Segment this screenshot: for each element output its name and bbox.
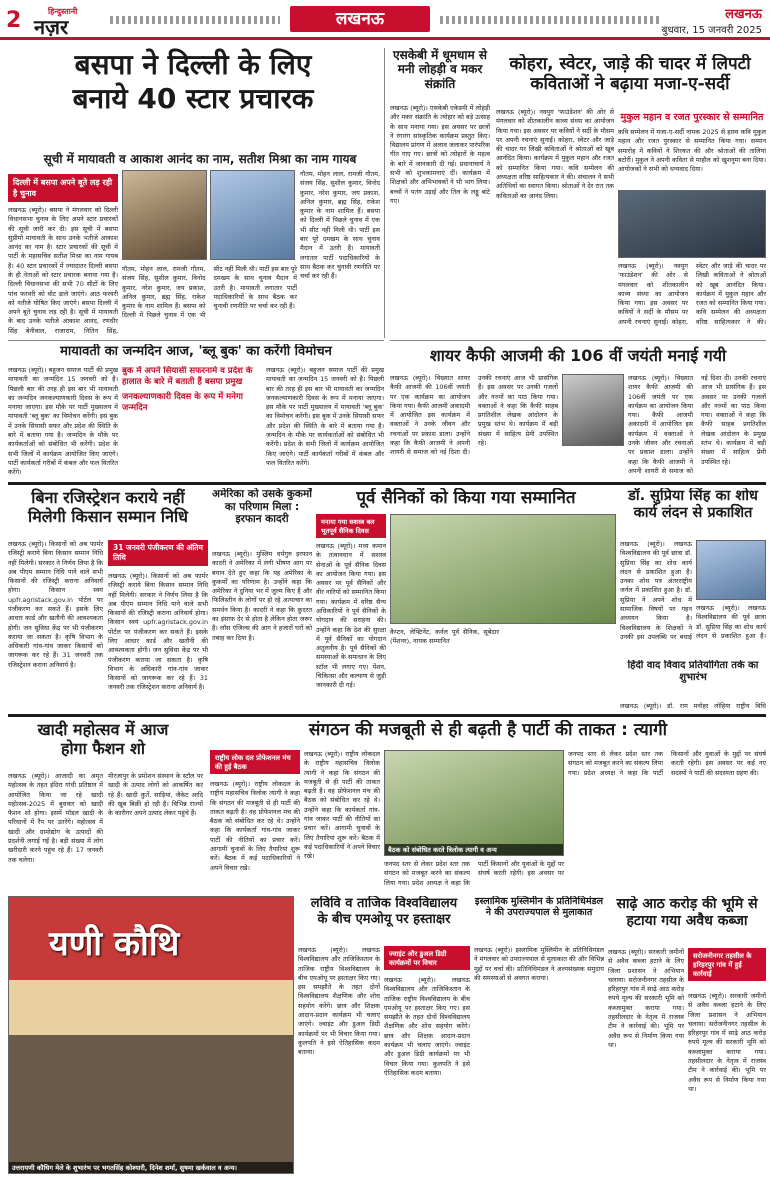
kohra-headline-1: कोहरा, स्वेटर, जाड़े की चादर में लिपटी	[509, 54, 751, 74]
lu-headline-1: लविवि व ताजिक विश्वविद्यालय	[310, 896, 458, 911]
supriya-body: लखनऊ (ब्यूरो)। लखनऊ विश्वविद्यालय की पूर्व छात्रा डॉ. सुप्रिया सिंह का शोध कार्य लंदन से प्रकाशित हुआ है। उनका शोध पत्र अंतरराष्ट्रीय जर्नल में प्रकाशित हुआ है। डॉ. सुप्रिया ने अपने शोध में सामाजिक विषयों पर गहन अध्ययन किया है। विश्वविद्यालय के शिक्षकों ने उनकी इस उपलब्धि पर बधाई	[620, 540, 692, 640]
kohra-right-body-2: लखनऊ (ब्यूरो)। नवयुग 'फाउंडेशन' की ओर से मंगलवार को शीतकालीन काव्य संध्या का आयोजन किया गया। इस अवसर पर कवियों ने सर्दी के मौसम पर अपनी रचनाएं सुनाईं। कोहरा, स्वेटर और जाड़े की चादर पर लिखी कविताओं ने श्रोताओं को खूब आनंदित किया। कार्यक्रम में मुकुल महान और रजत को सम्मानित किया गया। कवि सम्मेलन की अध्यक्षता वरिष्ठ साहित्यकार ने की।	[618, 262, 766, 326]
city-label: लखनऊ	[725, 7, 762, 22]
sangathan-body-3: जनपद स्तर से लेकर प्रदेश स्तर तक संगठन को मजबूत करने का संकल्प लिया गया। प्रदेश अध्यक्ष ने कहा कि पार्टी किसानों और युवाओं के मुद्दों पर संघर्ष करती रहेगी। इस अवसर पर	[384, 860, 564, 887]
sainik-box-text: मनाया गया सशस्त्र बल भूतपूर्व सैनिक दिवस	[316, 514, 386, 538]
hindi-body: लखनऊ (ब्यूरो)। डॉ. राम मनोहर लोहिया राष्ट्रीय विधि	[620, 702, 766, 710]
header-dots-right	[440, 16, 660, 24]
kaifi-body-2: लखनऊ (ब्यूरो)। विख्यात शायर कैफी आजमी की 106वीं जयंती पर एक कार्यक्रम का आयोजन किया गया। कैफी आजमी अकादमी में आयोजित इस कार्यक्रम में वक्ताओं ने उनके जीवन और रचनाओं पर प्रकाश डाला। उन्होंने कहा कि कैफी आजमी ने अपनी शायरी से समाज को नई दिशा दी। उनकी रचनाएं आज भी प्रासंगिक हैं। इस अवसर पर उनकी गजलों और नज्मों का पाठ किया गया। वक्ताओं ने कहा कि कैफी साहब प्रगतिशील लेखक आंदोलन के प्रमुख स्तंभ थे। कार्यक्रम में बड़ी संख्या में साहित्य प्रेमी उपस्थित रहे।	[628, 374, 766, 475]
sangathan-box	[210, 750, 300, 778]
khadi-headline-1: खादी महोत्सव में आज	[37, 720, 169, 739]
mayawati-pull-box	[122, 366, 262, 476]
sangathan-headline: संगठन की मजबूती से ही बढ़ती है पार्टी की ताकत : त्यागी	[308, 720, 668, 740]
islamic-body: लखनऊ (ब्यूरो)। इस्लामिक मुस्लिमीन के प्रतिनिधिमंडल ने मंगलवार को उपराज्यपाल से मुलाकात की और विभिन्न मुद्दों पर चर्चा की। प्रतिनिधिमंडल ने अल्पसंख्यक समुदाय की समस्याओं से अवगत कराया।	[474, 946, 604, 982]
registration-body-2: लखनऊ (ब्यूरो)। किसानों को अब फार्मर रजिस्ट्री कराये बिना किसान सम्मान निधि नहीं मिलेगी। सरकार ने निर्णय लिया है कि अब पीएम सम्मान निधि पाने वाले सभी किसानों की रजिस्ट्री कराना अनिवार्य होगा। किसान स्वयं upfr.agristack.gov.in पोर्टल पर पंजीकरण कर सकते हैं। इसके लिए आधार कार्ड और खतौनी की आवश्यकता होगी। जन सुविधा केंद्र पर भी पंजीकरण कराया जा सकता है। कृषि विभाग के अधिकारी गांव-गांव जाकर किसानों को जागरूक कर रहे हैं। 31 जनवरी तक रजिस्ट्रेशन कराना अनिवार्य है।	[108, 572, 208, 692]
kohra-event-photo	[618, 190, 766, 258]
lu-body-2: लखनऊ (ब्यूरो)। लखनऊ विश्वविद्यालय और ताजिकिस्तान के ताजिक राष्ट्रीय विश्वविद्यालय के बीच एमओयू पर हस्ताक्षर किए गए। इस समझौते के तहत दोनों विश्वविद्यालय शैक्षणिक और शोध सहयोग करेंगे। छात्र और शिक्षक आदान-प्रदान कार्यक्रम भी चलाए जाएंगे। ज्वाइंट और डुअल डिग्री कार्यक्रमों पर भी विचार किया गया। कुलपति ने इसे ऐतिहासिक कदम बताया।	[384, 976, 470, 1077]
page-header	[0, 0, 770, 40]
masthead-small: हिन्दुस्तानी	[48, 6, 78, 16]
issue-date: बुधवार, 15 जनवरी 2025	[661, 25, 762, 36]
kohra-headline-2: कविताओं ने बढ़ाया मजा-ए-सर्दी	[530, 74, 730, 95]
islamic-headline-block	[474, 896, 604, 942]
registration-headline-1: बिना रजिस्ट्रेशन कराये नहीं	[31, 488, 185, 507]
akash-anand-photo	[210, 170, 295, 260]
mayawati-body: लखनऊ (ब्यूरो)। बहुजन समाज पार्टी की प्रमुख मायावती का जन्मदिन 15 जनवरी को है। पिछली बार की तरह ही इस बार भी मायावती का जन्मदिन जनकल्याणकारी दिवस के रूप में मनाया जाएगा। इस मौके पर पार्टी मुख्यालय में मायावती 'ब्लू बुक' का विमोचन करेंगी। इस बुक में उनके सियासी सफर और प्रदेश की स्थिति के बारे में बताया गया है। जन्मदिन के मौके पर कार्यकर्ताओं को संबोधित भी करेंगी। प्रदेश के सभी जिलों में कार्यक्रम आयोजित किए जाएंगे। पार्टी कार्यकर्ता गरीबों में कंबल और फल वितरित करेंगे।	[8, 366, 118, 476]
bhoomi-box	[688, 948, 766, 988]
registration-box	[108, 540, 208, 568]
skb-body: लखनऊ (ब्यूरो)। एसकेबी एकेडमी में लोहड़ी और मकर संक्रांति के त्योहार को बड़े उत्साह के साथ मनाया गया। इस अवसर पर छात्रों ने रंगारंग सांस्कृतिक कार्यक्रम प्रस्तुत किए। विद्यालय प्रांगण में अलाव जलाकर पारंपरिक गीत गाए गए। छात्रों को त्योहारों के महत्व के बारे में जानकारी दी गई। प्रधानाचार्य ने सभी को शुभकामनाएं दीं। कार्यक्रम में शिक्षकों और अभिभावकों ने भी भाग लिया। बच्चों ने पतंग उड़ाई और तिल के लड्डू बांटे गए।	[390, 104, 490, 205]
skb-headline: एसकेबी में धूमधाम से मनी लोहड़ी व मकर संक्रांति	[393, 48, 487, 91]
bsp-side-column: गौतम, मोहन लाल, रामजी गौतम, संजय सिंह, सुशील कुमार, विनोद कुमार, नरेश कुमार, जय प्रकाश, अनिल कुमार, ब्रह्म सिंह, राकेश कुमार के नाम शामिल हैं। बसपा को दिल्ली में पिछले चुनाव में एक भी सीट नहीं मिली थी। पार्टी इस बार पूरे दमखम के साथ चुनाव मैदान में उतरी है। मायावती लगातार पार्टी पदाधिकारियों के साथ बैठक कर चुनावी रणनीति पर चर्चा कर रही हैं।	[300, 170, 380, 281]
supriya-headline-block	[620, 488, 766, 536]
page-number: 2	[6, 8, 22, 33]
bsp-kicker-box	[8, 174, 118, 204]
islamic-headline: इस्लामिक मुस्लिमीन के प्रतिनिधिमंडल ने की उपराज्यपाल से मुलाकात	[474, 896, 604, 919]
kohra-right-body: कवि सम्मेलन में मजा-ए-सर्दी नामक 2025 से हास्य कवि मुकुल महान और रजत पुरस्कार से सम्मानित किया गया। सम्मान समारोह में कवियों ने शिरकत की और श्रोताओं की तालियां बटोरीं। मुकुल ने अपनी कविता से माहौल को खुशनुमा बना दिया। आयोजकों ने सभी को धन्यवाद दिया।	[618, 128, 766, 174]
bhoomi-headline-1: साढ़े आठ करोड़ की भूमि से	[616, 896, 758, 912]
bhoomi-headline-block	[608, 896, 766, 944]
bhoomi-body-2: लखनऊ (ब्यूरो)। सरकारी जमीनों से अवैध कब्जा हटाने के लिए जिला प्रशासन ने अभियान चलाया। सरोजनीनगर तहसील के हरिहरपुर गांव में साढ़े आठ करोड़ रुपये मूल्य की सरकारी भूमि को कब्जामुक्त कराया गया। तहसीलदार के नेतृत्व में राजस्व टीम ने कार्रवाई की। भूमि पर अवैध रूप से निर्माण किया गया था।	[688, 992, 766, 1093]
supriya-photo	[696, 540, 766, 600]
supriya-headline-2: कार्य लंदन से प्रकाशित	[633, 505, 753, 522]
sangathan-photo-caption: बैठक को संबोधित करते त्रिलोक त्यागी व अन्य	[385, 844, 563, 855]
bhoomi-headline-2: हटाया गया अवैध कब्जा	[626, 912, 748, 929]
hindi-headline: हिंदी वाद विवाद प्रतियोगिता तर्क का शुभारंभ	[627, 660, 759, 683]
khadi-headline-block	[8, 720, 198, 768]
bhoomi-body: लखनऊ (ब्यूरो)। सरकारी जमीनों से अवैध कब्जा हटाने के लिए जिला प्रशासन ने अभियान चलाया। सरोजनीनगर तहसील के हरिहरपुर गांव में साढ़े आठ करोड़ रुपये मूल्य की सरकारी भूमि को कब्जामुक्त कराया गया। तहसीलदार के नेतृत्व में राजस्व टीम ने कार्रवाई की। भूमि पर अवैध रूप से निर्माण किया गया था।	[608, 948, 684, 1049]
masthead	[34, 6, 77, 40]
lu-body: लखनऊ (ब्यूरो)। लखनऊ विश्वविद्यालय और ताजिकिस्तान के ताजिक राष्ट्रीय विश्वविद्यालय के बीच एमओयू पर हस्ताक्षर किए गए। इस समझौते के तहत दोनों विश्वविद्यालय शैक्षणिक और शोध सहयोग करेंगे। छात्र और शिक्षक आदान-प्रदान कार्यक्रम भी चलाए जाएंगे। ज्वाइंट और डुअल डिग्री कार्यक्रमों पर भी विचार किया गया। कुलपति ने इसे ऐतिहासिक कदम बताया।	[298, 946, 380, 1057]
sangathan-body: लखनऊ (ब्यूरो)। राष्ट्रीय लोकदल के राष्ट्रीय महासचिव त्रिलोक त्यागी ने कहा कि संगठन की मजबूती से ही पार्टी की ताकत बढ़ती है। वह प्रोफेशनल मंच की बैठक को संबोधित कर रहे थे। उन्होंने कहा कि कार्यकर्ता गांव-गांव जाकर पार्टी की नीतियों का प्रचार करें। आगामी चुनावों के लिए तैयारियां शुरू करें। बैठक में कई पदाधिकारियों ने अपने विचार रखे।	[210, 780, 300, 872]
supriya-body-2: लखनऊ (ब्यूरो)। लखनऊ विश्वविद्यालय की पूर्व छात्रा डॉ. सुप्रिया सिंह का शोध कार्य लंदन से प्रकाशित हुआ है।	[696, 604, 766, 640]
kaifi-azmi-photo	[562, 374, 624, 446]
sainik-headline-block	[316, 488, 616, 510]
america-headline: अमेरिका को उसके कुकर्मों का परिणाम मिला : इरफान कादरी	[212, 488, 312, 526]
registration-box-text: 31 जनवरी पंजीकरण की अंतिम तिथि	[108, 540, 208, 566]
sainik-caption: कैप्टन, लेफ्टिनेंट, कर्नल पूर्व सैनिक, सूबेदार (पेंशनर), नायक सम्मानित	[390, 628, 499, 646]
masthead-title: नज़र	[34, 15, 69, 39]
lu-box	[384, 946, 470, 972]
mayawati-pull-1: बुक में अपने सियासी सफरनामे व प्रदेश के हालात के बारे में बताती हैं बसपा प्रमुख	[122, 366, 253, 388]
registration-headline-block	[8, 488, 208, 536]
sangathan-box-text: राष्ट्रीय लोक दल प्रोफेशनल मंच की हुई बैठक	[210, 750, 300, 774]
supriya-headline-1: डॉ. सुप्रिया सिंह का शोध	[628, 488, 758, 504]
sainik-group-photo	[390, 514, 616, 624]
header-dots-left	[110, 16, 280, 24]
bsp-headline-block	[8, 48, 378, 144]
kaifi-body: लखनऊ (ब्यूरो)। विख्यात शायर कैफी आजमी की 106वीं जयंती पर एक कार्यक्रम का आयोजन किया गया। कैफी आजमी अकादमी में आयोजित इस कार्यक्रम में वक्ताओं ने उनके जीवन और रचनाओं पर प्रकाश डाला। उन्होंने कहा कि कैफी आजमी ने अपनी शायरी से समाज को नई दिशा दी। उनकी रचनाएं आज भी प्रासंगिक हैं। इस अवसर पर उनकी गजलों और नज्मों का पाठ किया गया। वक्ताओं ने कहा कि कैफी साहब प्रगतिशील लेखक आंदोलन के प्रमुख स्तंभ थे। कार्यक्रम में बड़ी संख्या में साहित्य प्रेमी उपस्थित रहे।	[390, 374, 558, 457]
skb-headline-block	[390, 48, 490, 100]
khadi-headline-2: होगा फैशन शो	[60, 739, 146, 759]
khadi-body-2: मीरजापुर के प्रमोशन संस्थान के स्टॉल पर खादी के उत्पाद लोगों को आकर्षित कर रहे हैं। खादी कुर्ते, साड़ियां, जैकेट आदि की खूब बिक्री हो रही है। विभिन्न राज्यों के कारीगर अपने उत्पाद लेकर पहुंचे हैं।	[108, 772, 203, 818]
kohra-headline-block	[496, 54, 764, 104]
bsp-body: लखनऊ (ब्यूरो)। बसपा ने मंगलवार को दिल्ली विधानसभा चुनाव के लिए अपने स्टार प्रचारकों की सूची जारी कर दी। इस सूची में बसपा सुप्रीमो मायावती के साथ उनके भतीजे आकाश आनंद का नाम है। स्टार प्रचारकों की सूची में पार्टी के महासचिव सतीश मिश्रा का नाम गायब है। 40 स्टार प्रचारकों में ज्यादातर दिल्ली बसपा के ही नेताओं को स्टार प्रचारक बनाया गया है। दिल्ली विधानसभा की सभी 70 सीटों के लिए पांच फरवरी को वोट डाले जाएंगे। आठ फरवरी को नतीजे घोषित किए जाएंगे। बसपा दिल्ली में अपने बूते चुनाव लड़ रही है। सूची में मायावती के बाद उनके भतीजे आकाश आनंद, रणधीर सिंह बेनीवाल, राजाराम, नितिन सिंह,	[8, 206, 118, 335]
kauthig-event-photo	[8, 896, 294, 1174]
sainik-body: लखनऊ (ब्यूरो)। मध्य कमान के तत्वावधान में सशस्त्र सेनाओं के पूर्व सैनिक दिवस का आयोजन किया गया। इस अवसर पर पूर्व सैनिकों और वीर नारियों को सम्मानित किया गया। कार्यक्रम में वरिष्ठ सैन्य अधिकारियों ने पूर्व सैनिकों के योगदान की सराहना की। उन्होंने कहा कि देश की सुरक्षा में पूर्व सैनिकों का योगदान अतुलनीय है। पूर्व सैनिकों की समस्याओं के समाधान के लिए स्टॉल भी लगाए गए। पेंशन, चिकित्सा और कल्याण से जुड़ी जानकारी दी गई।	[316, 542, 386, 690]
lu-headline-block	[298, 896, 470, 942]
mayawati-pull-2: जनकल्याणकारी दिवस के रूप में मनेगा जन्मदिन	[122, 392, 243, 414]
bsp-kicker: दिल्ली में बसपा अपने बूते लड़ रही है चुनाव	[8, 174, 118, 202]
section-label: लखनऊ	[290, 6, 430, 32]
event-photo-caption: उत्तरायणी कौथिग मेले के शुभारंभ पर भगतसिंह कोश्यारी, दिनेश शर्मा, सुषमा खर्कवाल व अन्य।	[9, 1162, 293, 1173]
event-banner-text: यणी कौथि	[49, 924, 180, 964]
bhoomi-box-text: सरोजनीनगर तहसील के हरिहरपुर गांव में हुई कार्रवाई	[688, 948, 766, 981]
mayawati-photo	[122, 170, 207, 260]
bsp-body-continued: गौतम, मोहन लाल, रामजी गौतम, संजय सिंह, सुशील कुमार, विनोद कुमार, नरेश कुमार, जय प्रकाश, अनिल कुमार, ब्रह्म सिंह, राकेश कुमार के नाम शामिल हैं। बसपा को दिल्ली में पिछले चुनाव में एक भी सीट नहीं मिली थी। पार्टी इस बार पूरे दमखम के साथ चुनाव मैदान में उतरी है। मायावती लगातार पार्टी पदाधिकारियों के साथ बैठक कर चुनावी रणनीति पर चर्चा कर रही हैं।	[122, 265, 297, 320]
bsp-headline-2: बनाये 40 स्टार प्रचारक	[72, 81, 314, 115]
khadi-body: लखनऊ (ब्यूरो)। आजादी का अमृत महोत्सव के तहत इंदिरा गांधी प्रतिष्ठान में आयोजित किया जा रहे खादी महोत्सव-2025 में बुधवार को खादी फैशन शो होगा। इसमें मॉडल खादी के परिधानों में रैंप पर उतरेंगे। महोत्सव में खादी और ग्रामोद्योग के उत्पादों की प्रदर्शनी लगाई गई है। बड़ी संख्या में लोग खरीदारी करने पहुंच रहे हैं। 17 जनवरी तक चलेगा।	[8, 772, 103, 864]
america-headline-block	[212, 488, 312, 548]
america-body: लखनऊ (ब्यूरो)। मुस्लिम धर्मगुरु इरफान कादरी ने अमेरिका में लगी भीषण आग पर बयान देते हुए कहा कि यह अमेरिका के कुकर्मों का परिणाम है। उन्होंने कहा कि अमेरिका ने दुनिया भर में जुल्म किए हैं और फिलिस्तीन के लोगों पर हो रहे अत्याचार का समर्थन किया है। कादरी ने कहा कि कुदरत का इंसाफ देर से होता है लेकिन होता जरूर है। लॉस एंजिल्स की आग ने हजारों घरों को तबाह कर दिया है।	[212, 550, 312, 642]
kohra-body: लखनऊ (ब्यूरो)। नवयुग 'फाउंडेशन' की ओर से मंगलवार को शीतकालीन काव्य संध्या का आयोजन किया गया। इस अवसर पर कवियों ने सर्दी के मौसम पर अपनी रचनाएं सुनाईं। कोहरा, स्वेटर और जाड़े की चादर पर लिखी कविताओं ने श्रोताओं को खूब आनंदित किया। कार्यक्रम में मुकुल महान और रजत को सम्मानित किया गया। कवि सम्मेलन की अध्यक्षता वरिष्ठ साहित्यकार ने की। संचालन ने सभी अतिथियों का स्वागत किया। श्रोताओं ने देर रात तक कविताओं का आनंद लिया।	[496, 108, 614, 200]
sangathan-body-2: लखनऊ (ब्यूरो)। राष्ट्रीय लोकदल के राष्ट्रीय महासचिव त्रिलोक त्यागी ने कहा कि संगठन की मजबूती से ही पार्टी की ताकत बढ़ती है। वह प्रोफेशनल मंच की बैठक को संबोधित कर रहे थे। उन्होंने कहा कि कार्यकर्ता गांव-गांव जाकर पार्टी की नीतियों का प्रचार करें। आगामी चुनावों के लिए तैयारियां शुरू करें। बैठक में कई पदाधिकारियों ने अपने विचार रखे।	[304, 750, 380, 861]
hindi-headline-block	[620, 660, 766, 700]
mayawati-headline: मायावती का जन्मदिन आज, 'ब्लू बुक' का करेंगी विमोचन	[60, 344, 332, 359]
kaifi-headline-block	[390, 346, 766, 370]
sainik-headline: पूर्व सैनिकों को किया गया सम्मानित	[356, 488, 576, 508]
mayawati-headline-block	[8, 344, 384, 364]
kohra-subhead: मुकुल महान व रजत पुरस्कार से सम्मानित	[620, 112, 764, 123]
registration-body: लखनऊ (ब्यूरो)। किसानों को अब फार्मर रजिस्ट्री कराये बिना किसान सम्मान निधि नहीं मिलेगी। सरकार ने निर्णय लिया है कि अब पीएम सम्मान निधि पाने वाले सभी किसानों की रजिस्ट्री कराना अनिवार्य होगा। किसान स्वयं upfr.agristack.gov.in पोर्टल पर पंजीकरण कर सकते हैं। इसके लिए आधार कार्ड और खतौनी की आवश्यकता होगी। जन सुविधा केंद्र पर भी पंजीकरण कराया जा सकता है। कृषि विभाग के अधिकारी गांव-गांव जाकर किसानों को जागरूक कर रहे हैं। 31 जनवरी तक रजिस्ट्रेशन कराना अनिवार्य है।	[8, 540, 103, 669]
lu-headline-2: के बीच एमओयू पर हस्ताक्षर	[317, 911, 451, 927]
mayawati-body-2: लखनऊ (ब्यूरो)। बहुजन समाज पार्टी की प्रमुख मायावती का जन्मदिन 15 जनवरी को है। पिछली बार की तरह ही इस बार भी मायावती का जन्मदिन जनकल्याणकारी दिवस के रूप में मनाया जाएगा। इस मौके पर पार्टी मुख्यालय में मायावती 'ब्लू बुक' का विमोचन करेंगी। इस बुक में उनके सियासी सफर और प्रदेश की स्थिति के बारे में बताया गया है। जन्मदिन के मौके पर कार्यकर्ताओं को संबोधित भी करेंगी। प्रदेश के सभी जिलों में कार्यक्रम आयोजित किए जाएंगे। पार्टी कार्यकर्ता गरीबों में कंबल और फल वितरित करेंगे।	[266, 366, 384, 467]
registration-headline-2: मिलेगी किसान सम्मान निधि	[28, 507, 188, 527]
sainik-box	[316, 514, 386, 540]
sangathan-headline-block	[210, 720, 766, 744]
sangathan-meeting-photo	[384, 750, 564, 856]
kaifi-headline: शायर कैफी आजमी की 106 वीं जयंती मनाई गयी	[429, 346, 727, 365]
bsp-headline-1: बसपा ने दिल्ली के लिए	[74, 48, 312, 81]
bsp-subhead: सूची में मायावती व आकाश आनंद का नाम, सतीश मिश्रा का नाम गायब	[43, 152, 357, 166]
sangathan-right-body: जनपद स्तर से लेकर प्रदेश स्तर तक संगठन को मजबूत करने का संकल्प लिया गया। प्रदेश अध्यक्ष ने कहा कि पार्टी किसानों और युवाओं के मुद्दों पर संघर्ष करती रहेगी। इस अवसर पर कई नए सदस्यों ने पार्टी की सदस्यता ग्रहण की।	[568, 750, 766, 777]
lu-box-text: ज्वाइंट और डुअल डिग्री कार्यक्रमों पर विचार	[384, 946, 470, 970]
